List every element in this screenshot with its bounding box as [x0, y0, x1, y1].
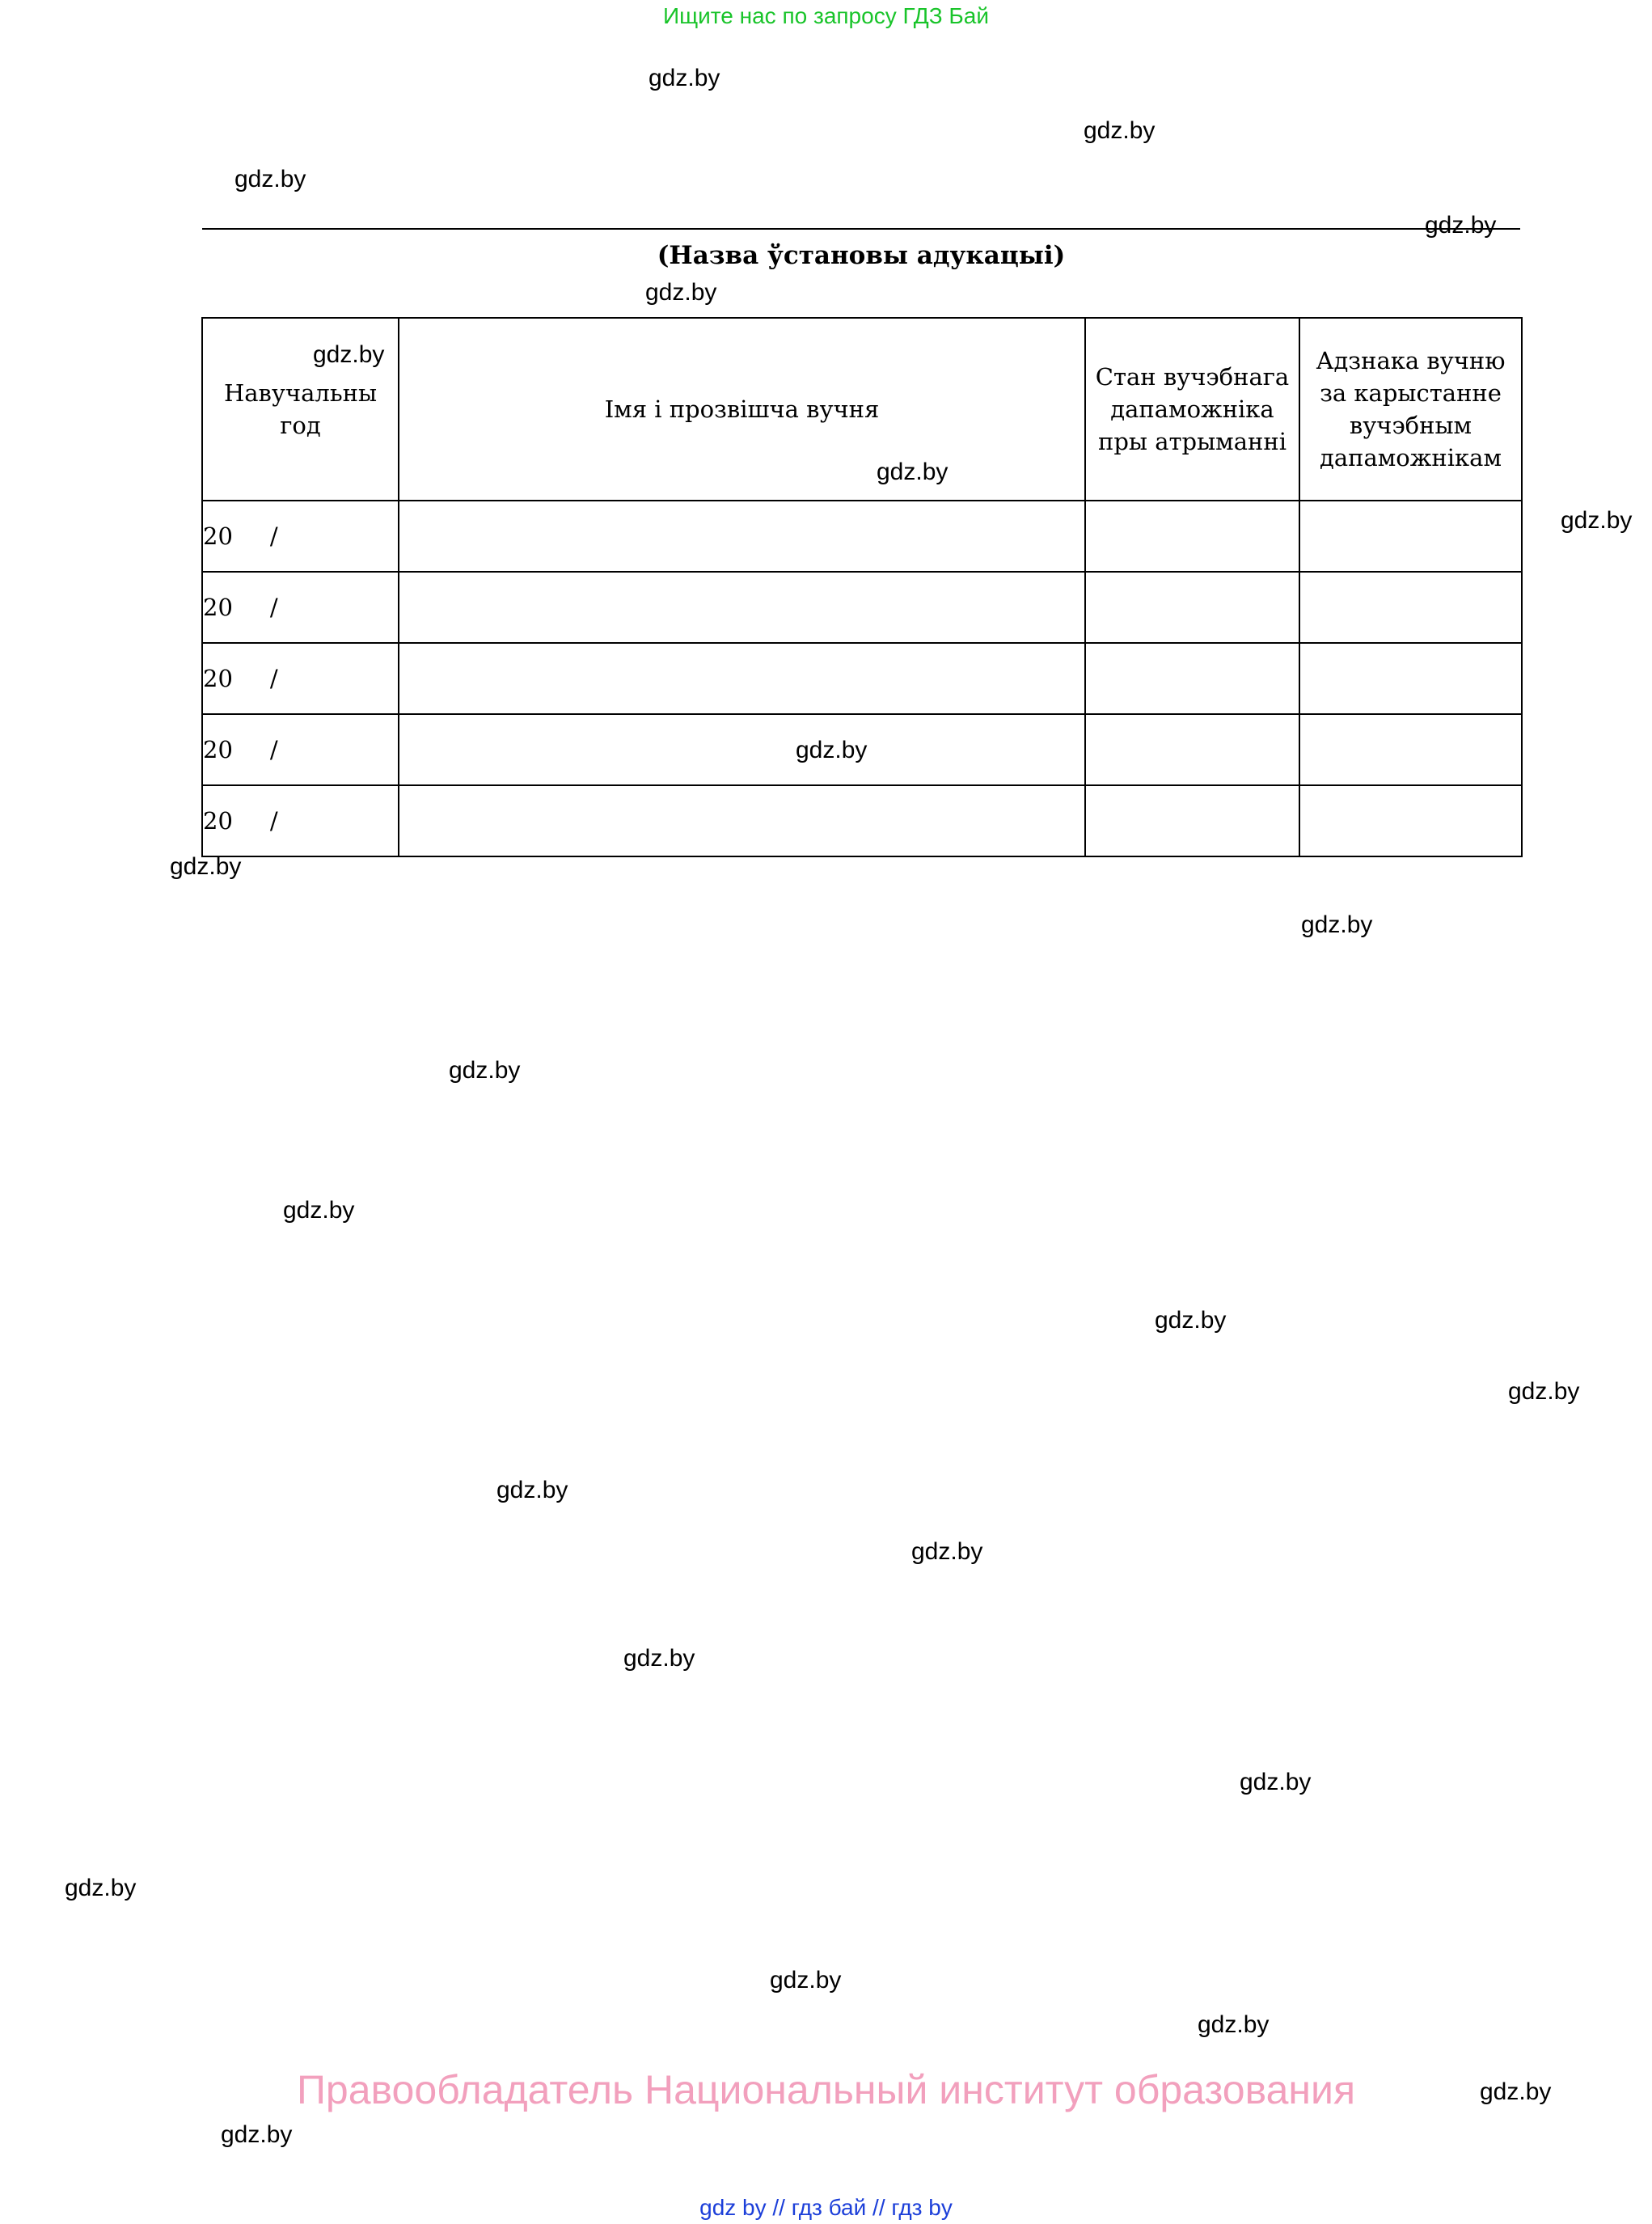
- grade-cell: [1299, 501, 1522, 572]
- watermark-text: gdz.by: [645, 279, 717, 306]
- watermark-text: gdz.by: [496, 1477, 568, 1503]
- footer-links[interactable]: gdz by // гдз бай // гдз by: [699, 2195, 953, 2220]
- header-student-name: Імя і прозвішча вучня: [399, 318, 1085, 501]
- grade-cell: [1299, 572, 1522, 643]
- watermark-text: gdz.by: [283, 1197, 355, 1224]
- year-cell: [202, 643, 399, 714]
- student-name-cell: [399, 785, 1085, 856]
- student-name-cell: [399, 714, 1085, 785]
- watermark-text: gdz.by: [623, 1645, 695, 1672]
- student-name-cell: [399, 572, 1085, 643]
- year-cell: [202, 714, 399, 785]
- rights-holder-notice: Правообладатель Национальный институт образования: [296, 2067, 1356, 2112]
- condition-cell: [1085, 785, 1299, 856]
- condition-cell: [1085, 572, 1299, 643]
- year-cell: [202, 785, 399, 856]
- year-cell: [202, 501, 399, 572]
- year-cell: [202, 572, 399, 643]
- search-hint-banner: Ищите нас по запросу ГДЗ Бай: [662, 3, 990, 28]
- year-separator: /: [269, 807, 278, 835]
- year-prefix: 20: [203, 665, 233, 692]
- condition-cell: [1085, 643, 1299, 714]
- year-separator: /: [269, 522, 278, 550]
- table-header-row: [202, 318, 1522, 501]
- year-prefix: 20: [203, 594, 233, 621]
- watermark-text: gdz.by: [1240, 1769, 1312, 1795]
- header-academic-year: Навучальны год: [202, 318, 399, 501]
- watermark-text: gdz.by: [1480, 2078, 1552, 2105]
- student-name-cell: [399, 501, 1085, 572]
- watermark-text: gdz.by: [1198, 2011, 1270, 2038]
- header-textbook-condition: Стан вучэбнага дапаможніка пры атрыманні: [1085, 318, 1299, 501]
- table-row: [202, 501, 1522, 572]
- table-row: [202, 572, 1522, 643]
- year-separator: /: [269, 665, 278, 692]
- watermark-text: gdz.by: [234, 166, 306, 192]
- grade-cell: [1299, 714, 1522, 785]
- watermark-text: gdz.by: [1425, 212, 1497, 239]
- table-row: [202, 643, 1522, 714]
- table-row: [202, 785, 1522, 856]
- grade-cell: [1299, 643, 1522, 714]
- watermark-text: gdz.by: [313, 341, 385, 368]
- watermark-text: gdz.by: [1561, 507, 1633, 534]
- watermark-text: gdz.by: [796, 737, 868, 763]
- condition-cell: [1085, 501, 1299, 572]
- watermark-text: gdz.by: [770, 1967, 842, 1994]
- condition-cell: [1085, 714, 1299, 785]
- watermark-text: gdz.by: [170, 853, 242, 880]
- year-prefix: 20: [203, 807, 233, 835]
- year-separator: /: [269, 736, 278, 763]
- institution-caption: (Назва ўстановы адукацыі): [657, 241, 1066, 270]
- grade-cell: [1299, 785, 1522, 856]
- watermark-text: gdz.by: [1084, 117, 1156, 144]
- textbook-register-table: [201, 317, 1523, 857]
- year-prefix: 20: [203, 736, 233, 763]
- watermark-text: gdz.by: [649, 65, 720, 91]
- year-prefix: 20: [203, 522, 233, 550]
- watermark-text: gdz.by: [1301, 911, 1373, 938]
- watermark-text: gdz.by: [911, 1538, 983, 1565]
- year-separator: /: [269, 594, 278, 621]
- header-student-grade: Адзнака вучню за карыстанне вучэбным дапаможнікам: [1299, 318, 1522, 501]
- watermark-text: gdz.by: [877, 459, 949, 485]
- watermark-text: gdz.by: [65, 1875, 137, 1901]
- watermark-text: gdz.by: [449, 1057, 521, 1084]
- watermark-text: gdz.by: [1508, 1378, 1580, 1405]
- watermark-text: gdz.by: [221, 2121, 293, 2148]
- watermark-text: gdz.by: [1155, 1307, 1227, 1334]
- student-name-cell: [399, 643, 1085, 714]
- institution-name-line: [202, 228, 1520, 230]
